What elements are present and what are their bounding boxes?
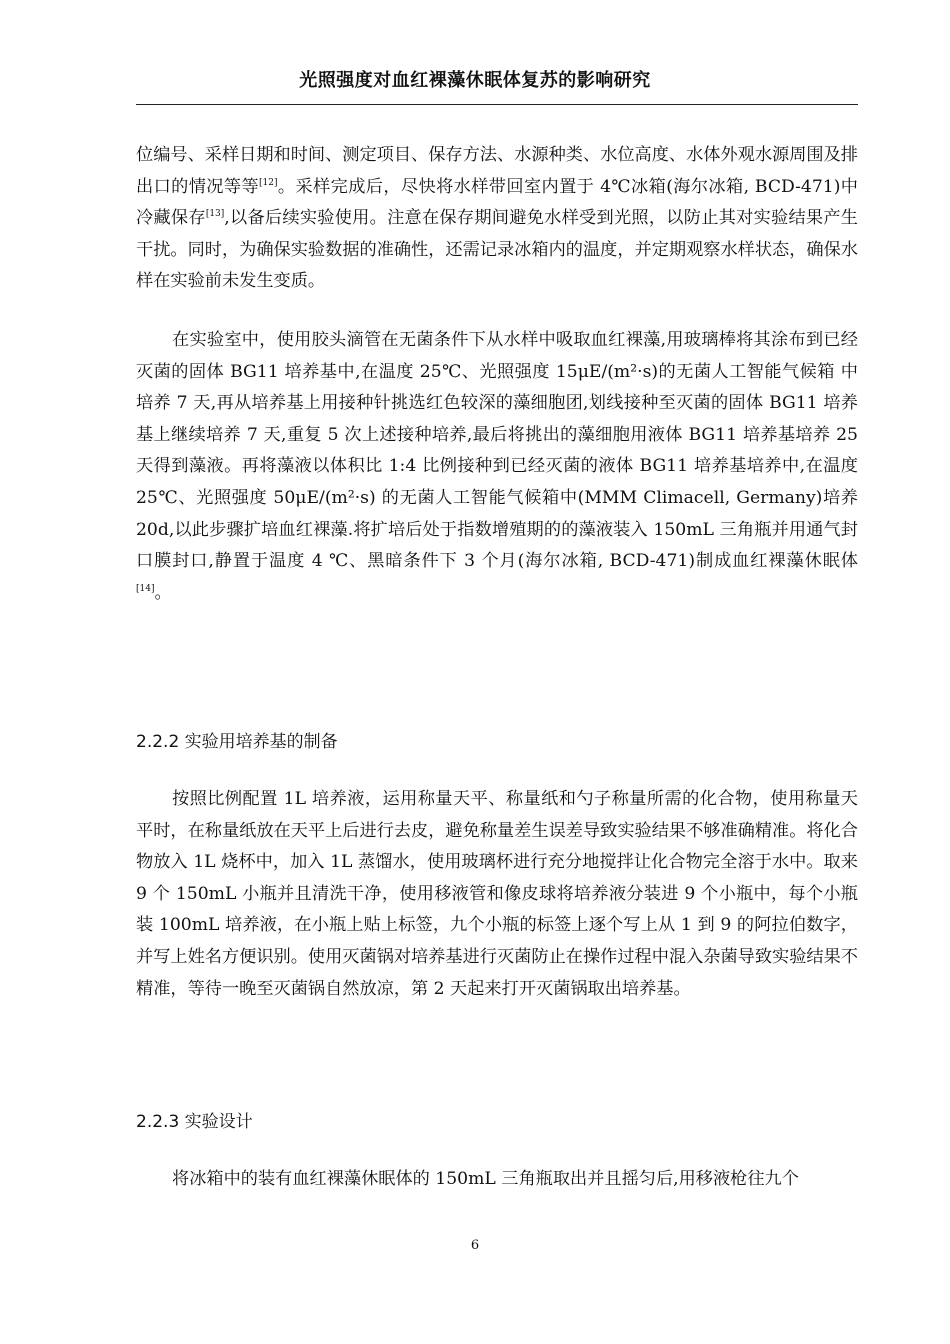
- paragraph-text: 。采样完成后，尽快将水样带回室内置于 4℃冰箱(海尔冰箱, BCD-471)中冷藏保存: [136, 176, 858, 229]
- paragraph-experiment-design: 将冰箱中的装有血红裸藻休眠体的 150mL 三角瓶取出并且摇匀后,用移液枪往九个: [172, 1169, 799, 1189]
- page-number: 6: [470, 1238, 480, 1253]
- paragraph-text: 。: [154, 582, 172, 603]
- citation-ref: [12]: [259, 177, 278, 188]
- paragraph-text: 在实验室中，使用胶头滴管在无菌条件下从水样中吸取血红裸藻,用玻璃棒将其涂布到已经灭菌的固体 BG11 培养基中,在温度 25℃、光照强度 15μE/(m²·s)的无菌人工智能气候箱 中培养 7 天,再从培养基上用接种针挑选红色较深的藻细胞团,划线接种至灭菌的固体 BG11 培养基上继续培养 7 天,重复 5 次上述接种培养,最后将挑出的藻细胞用液体 BG11 培养基培养 25 天得到藻液。再将藻液以体积比 1:4 比例接种到已经灭菌的液体 BG11 培养基培养中,在温度 25℃、光照强度 50μE/(m²·s) 的无菌人工智能气候箱中(MMM Climacell, Germany)培养 20d,以此步骤扩培血红裸藻.将扩培后处于指数增殖期的的藻液装入 150mL 三角瓶并用通气封口膜封口,静置于温度 4 ℃、黑暗条件下 3 个月(海尔冰箱, BCD-471)制成血红裸藻休眠体: [136, 330, 858, 572]
- paragraph-text: 位编号、采样日期和时间、测定项目、保存方法、水源种类、水位高度、水体外观水源周围及排出口的情况等等: [136, 145, 858, 197]
- paragraph-medium-preparation: 按照比例配置 1L 培养液，运用称量天平、称量纸和勺子称量所需的化合物，使用称量天平时，在称量纸放在天平上后进行去皮，避免称量差生误差导致实验结果不够准确精准。将化合物放入 1L 烧杯中，加入 1L 蒸馏水，使用玻璃杯进行充分地搅拌让化合物完全溶于水中。取来 9 个 150mL 小瓶并且清洗干净，使用移液管和像皮球将培养液分装进 9 个小瓶中，每个小瓶装 100mL 培养液，在小瓶上贴上标签，九个小瓶的标签上逐个写上从 1 到 9 的阿拉伯数字，并写上姓名方便识别。使用灭菌锅对培养基进行灭菌防止在操作过程中混入杂菌导致实验结果不精准，等待一晚至灭菌锅自然放凉，第 2 天起来打开灭菌锅取出培养基。: [136, 789, 858, 999]
- citation-ref: [13]: [205, 209, 225, 220]
- paragraph-culture-procedure: [136, 325, 858, 609]
- section-heading-2-2-3: 2.2.3 实验设计: [136, 1112, 253, 1132]
- paragraph-text: ,以备后续实验使用。注意在保存期间避免水样受到光照，以防止其对实验结果产生干扰。同时，为确保实验数据的准确性，还需记录冰箱内的温度，并定期观察水样状态，确保水样在实验前未发生变质。: [136, 208, 858, 292]
- page-header-title: 光照强度对血红裸藻休眠体复苏的影响研究: [299, 70, 651, 91]
- section-heading-2-2-2: 2.2.2 实验用培养基的制备: [136, 732, 338, 752]
- citation-ref: [14]: [136, 583, 155, 594]
- paragraph-sampling-storage: [136, 140, 858, 298]
- header-divider: [136, 104, 858, 105]
